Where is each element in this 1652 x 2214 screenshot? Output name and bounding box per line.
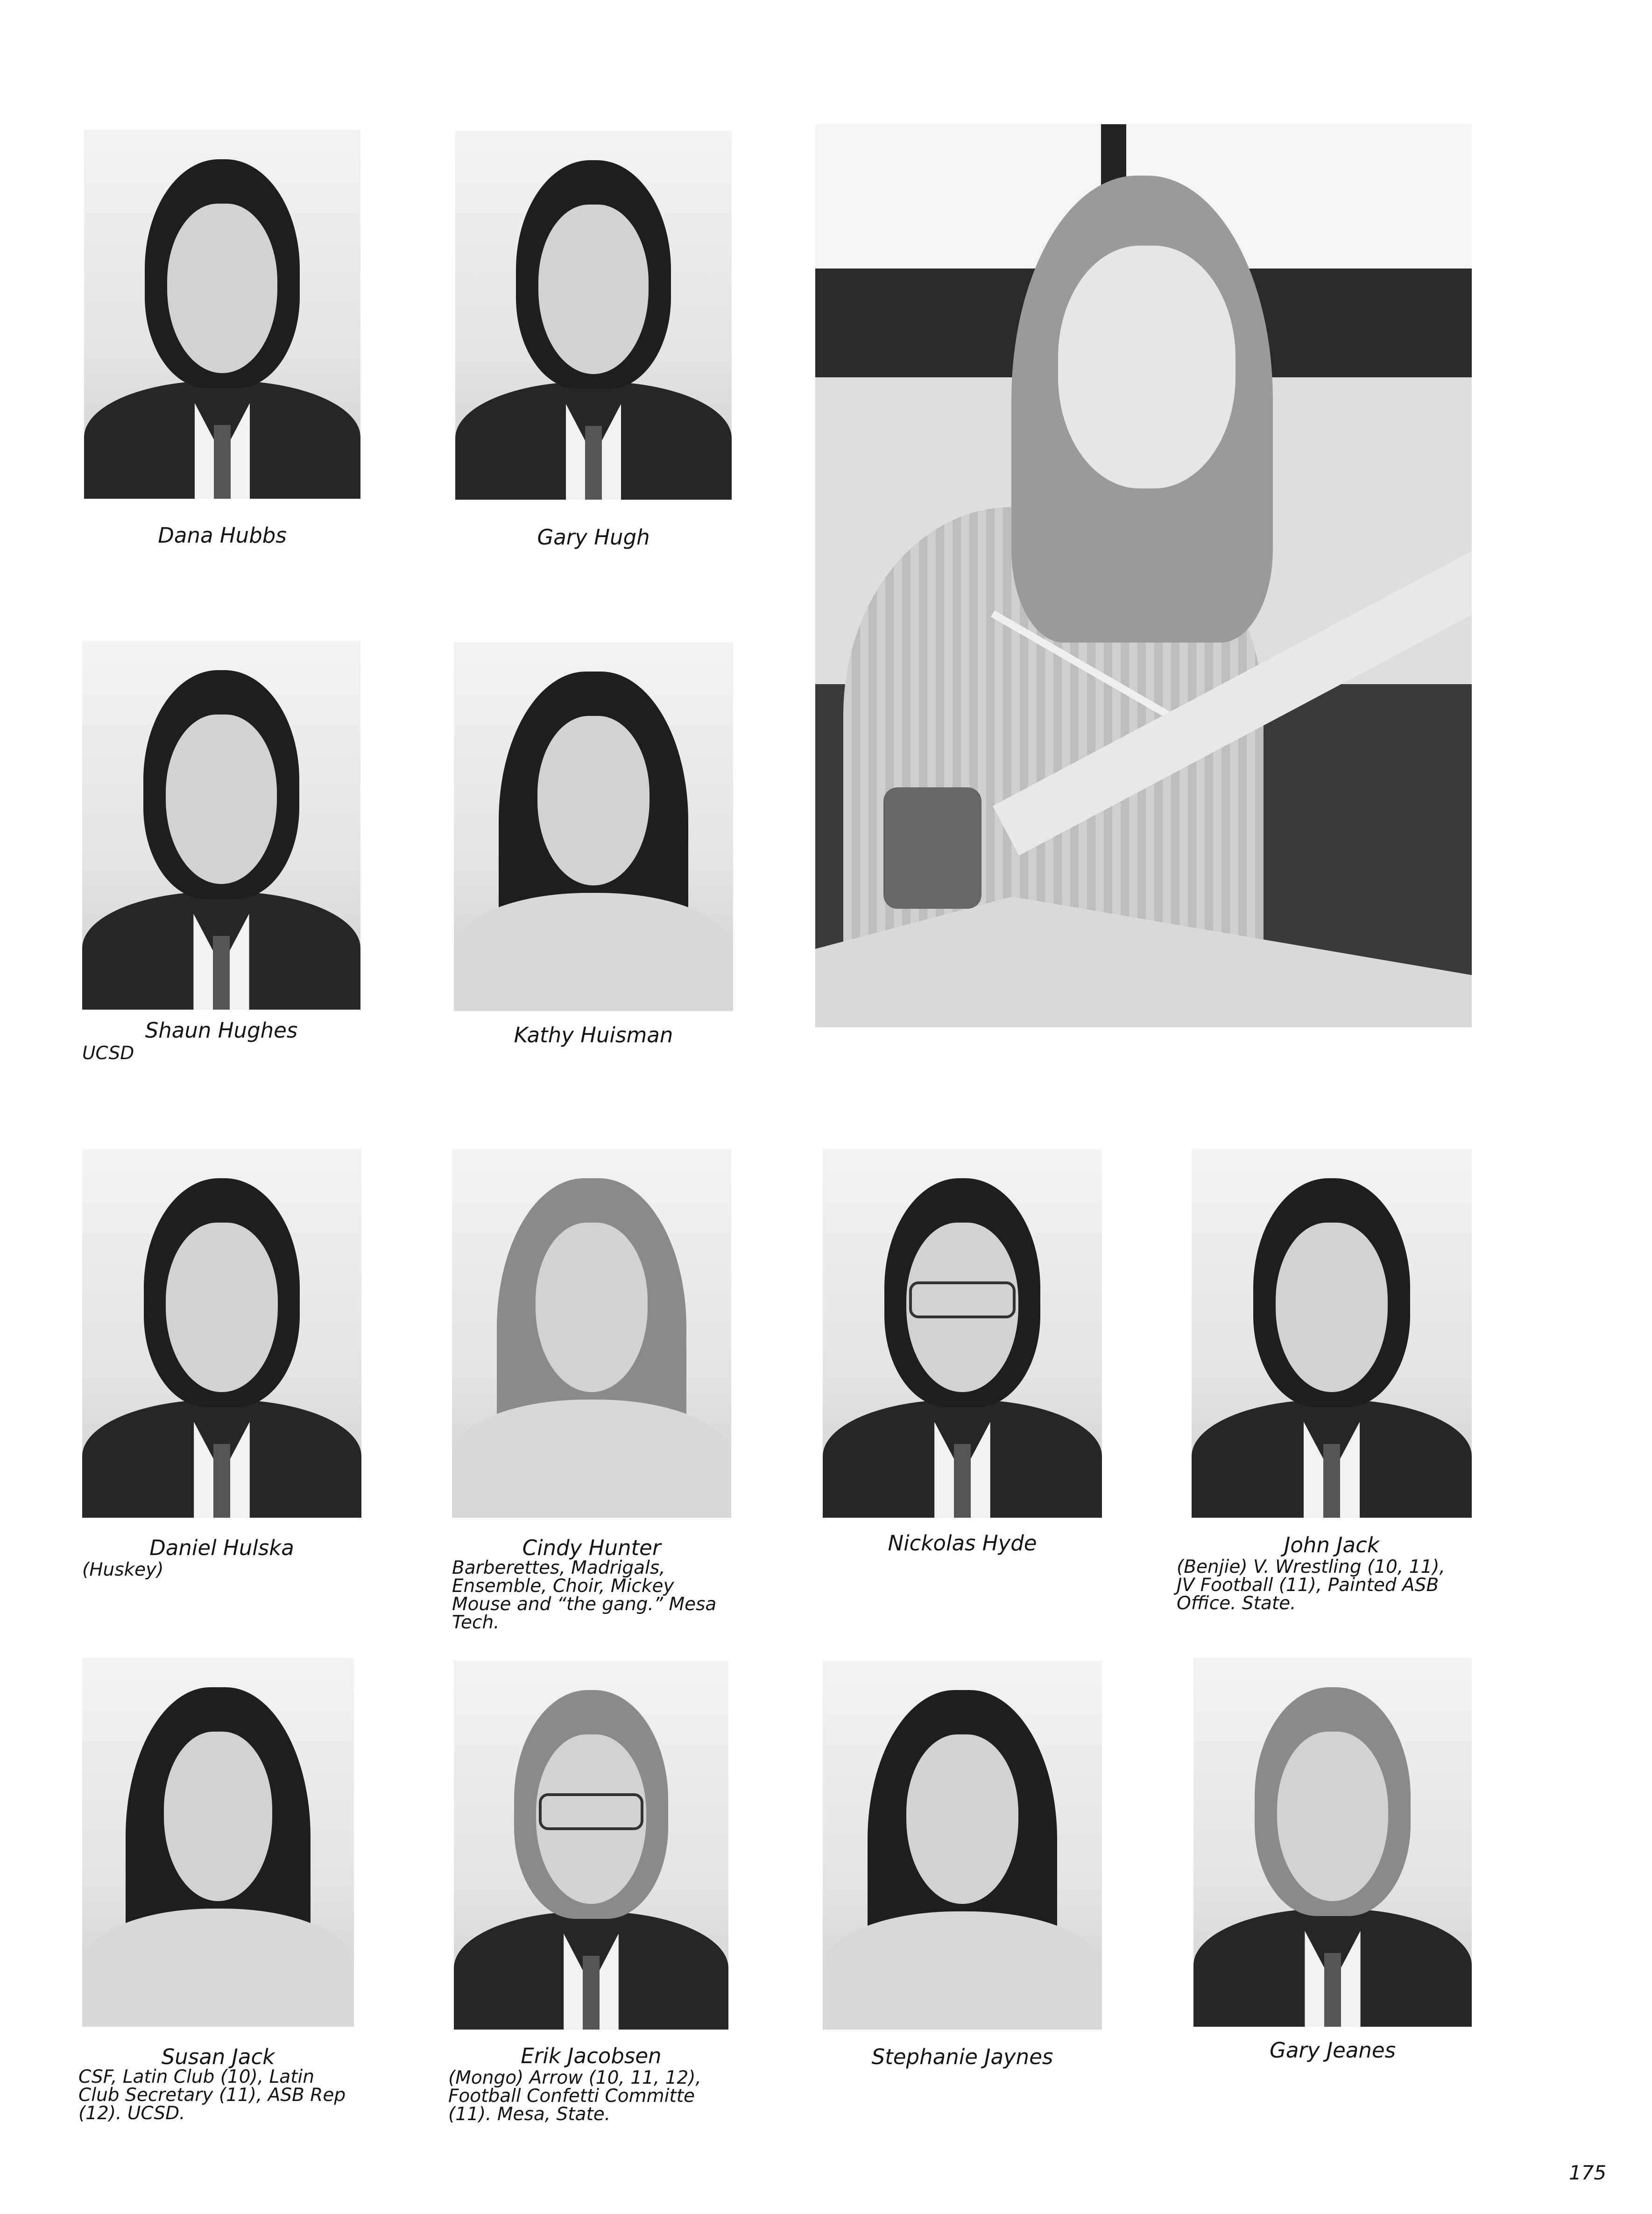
student-detail: UCSD (82, 1043, 134, 1064)
face (166, 1223, 277, 1392)
student-detail: (Benjie) V. Wrestling (10, 11), JV Football (11), Painted ASB Office. State. (1177, 1556, 1445, 1614)
student-detail: CSF, Latin Club (10), Latin Club Secretary (11), ASB Rep (12). UCSD. (78, 2066, 346, 2124)
art-class-photo (815, 124, 1472, 1027)
portrait-photo (84, 130, 360, 499)
portrait-photo (823, 1149, 1102, 1518)
portrait-photo (1193, 1658, 1472, 2027)
face (167, 204, 278, 373)
face (537, 716, 649, 885)
portrait-photo (1192, 1149, 1472, 1518)
face (166, 714, 277, 884)
dress (454, 893, 733, 1011)
necktie (583, 1956, 599, 2030)
student-detail: (Mongo) Arrow (10, 11, 12), Football Confetti Committe (11). Mesa, State. (448, 2067, 701, 2125)
portrait-photo (823, 1661, 1102, 2030)
face (1277, 1732, 1388, 1901)
student-name: Stephanie Jaynes (871, 2044, 1053, 2069)
face (164, 1732, 273, 1901)
necktie (1324, 1953, 1341, 2027)
necktie (214, 425, 231, 499)
necktie (213, 1444, 230, 1518)
student-name: Cindy Hunter (522, 1535, 661, 1560)
face (906, 1734, 1018, 1904)
page-number: 175 (1569, 2161, 1607, 2184)
eyeglasses (539, 1793, 643, 1830)
student-name: Susan Jack (161, 2044, 275, 2069)
student-name: Erik Jacobsen (521, 2044, 662, 2068)
paint-jar (883, 787, 981, 909)
student-name: John Jack (1284, 1533, 1379, 1557)
student-name: Dana Hubbs (158, 523, 287, 548)
student-name: Gary Hugh (537, 525, 650, 550)
student-name: Shaun Hughes (145, 1018, 298, 1043)
face (1276, 1223, 1388, 1392)
portrait-photo (82, 1149, 361, 1518)
portrait-photo (82, 1658, 354, 2027)
face (536, 1223, 647, 1392)
portrait-photo (454, 642, 733, 1011)
necktie (954, 1444, 971, 1518)
dress (82, 1909, 354, 2027)
dress (823, 1911, 1102, 2030)
portrait-photo (455, 131, 732, 500)
face (538, 205, 649, 374)
painter-face (1058, 246, 1235, 488)
necktie (213, 936, 230, 1010)
portrait-photo (452, 1149, 731, 1518)
student-name: Kathy Huisman (514, 1023, 673, 1047)
student-name: Daniel Hulska (149, 1535, 294, 1560)
eyeglasses (909, 1281, 1015, 1318)
dress (452, 1400, 731, 1518)
necktie (585, 426, 602, 500)
necktie (1323, 1444, 1340, 1518)
portrait-photo (454, 1661, 728, 2030)
student-name: Nickolas Hyde (888, 1531, 1037, 1556)
student-name: Gary Jeanes (1269, 2038, 1396, 2063)
student-detail: (Huskey) (82, 1559, 164, 1580)
portrait-photo (82, 641, 360, 1010)
student-detail: Barberettes, Madrigals, Ensemble, Choir, Mickey Mouse and “the gang.” Mesa Tech. (452, 1557, 717, 1633)
